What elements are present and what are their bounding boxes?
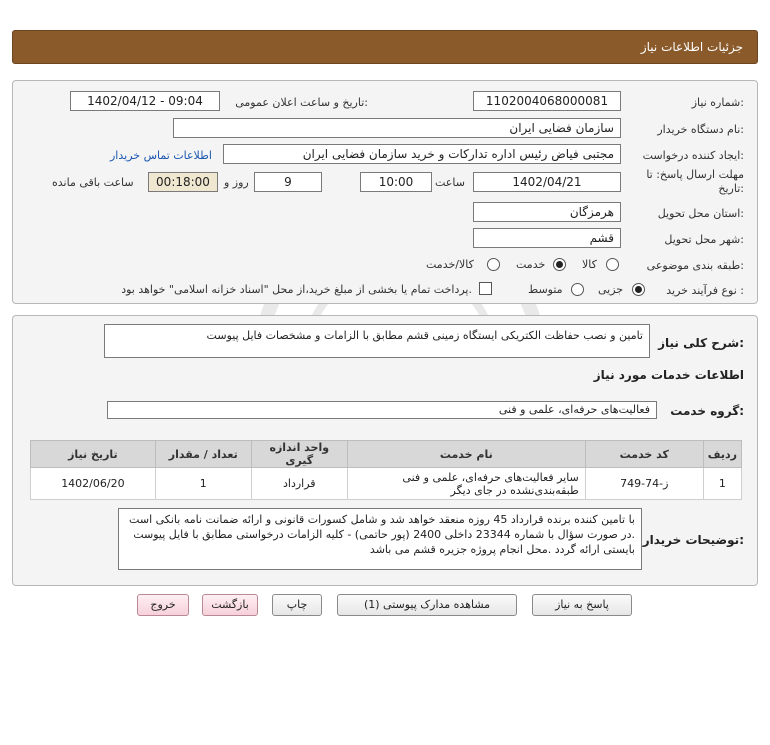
page-header-bar <box>12 30 758 64</box>
category-service-radio[interactable] <box>553 258 566 271</box>
buyer-notes-label: توضیحات خریدار: <box>642 533 744 547</box>
print-button[interactable]: چاپ <box>272 594 322 616</box>
deadline-label-line1: مهلت ارسال پاسخ: تا <box>646 168 744 181</box>
category-goods-label: کالا <box>582 258 597 271</box>
purchase-type-label: نوع فرآیند خرید : <box>666 284 744 297</box>
cell-service-name: سایر فعالیت‌های حرفه‌ای، علمی و فنی طبقه‌بندی‌نشده در جای دیگر <box>347 468 585 500</box>
service-group-field: فعالیت‌های حرفه‌ای، علمی و فنی <box>107 401 657 419</box>
services-table-header-row <box>31 441 742 468</box>
buyer-contact-link[interactable]: اطلاعات تماس خریدار <box>110 149 212 162</box>
deadline-label-line2: تاریخ: <box>718 182 744 195</box>
treasury-payment-checkbox[interactable] <box>479 282 492 295</box>
cell-row-number: 1 <box>703 468 741 500</box>
back-button[interactable]: بازگشت <box>202 594 258 616</box>
purchase-type-medium-radio[interactable] <box>571 283 584 296</box>
services-section-title: اطلاعات خدمات مورد نیاز <box>593 368 744 382</box>
purchase-type-minor-label: جزیی <box>598 283 624 296</box>
need-number-label: شماره نیاز: <box>691 96 744 109</box>
category-goods-service-radio[interactable] <box>487 258 500 271</box>
col-header-service-code: کد خدمت <box>585 441 703 468</box>
purchase-type-medium-label: متوسط <box>528 283 563 296</box>
delivery-province-label: استان محل تحویل: <box>657 207 744 220</box>
purchase-type-minor-radio[interactable] <box>632 283 645 296</box>
category-service-label: خدمت <box>516 258 546 271</box>
buyer-org-label: نام دستگاه خریدار: <box>657 123 744 136</box>
cell-service-code: ز-74-749 <box>585 468 703 500</box>
buyer-notes-box <box>118 508 642 570</box>
buyer-org-field: سازمان فضایی ایران <box>173 118 621 138</box>
table-row <box>31 468 742 500</box>
category-goods-service-label: کالا/خدمت <box>426 258 474 271</box>
summary-label: شرح کلی نیاز: <box>658 336 744 350</box>
delivery-city-field: قشم <box>473 228 621 248</box>
deadline-time-label: ساعت <box>435 176 465 189</box>
delivery-province-field: هرمزگان <box>473 202 621 222</box>
col-header-quantity: تعداد / مقدار <box>155 441 251 468</box>
category-label: طبقه بندی موضوعی: <box>646 259 744 272</box>
deadline-date-field: 1402/04/21 <box>473 172 621 192</box>
reply-button[interactable]: پاسخ به نیاز <box>532 594 632 616</box>
cell-unit: قرارداد <box>251 468 347 500</box>
requester-field: مجتبی فیاض رئیس اداره تدارکات و خرید سازمان فضایی ایران <box>223 144 621 164</box>
col-header-unit: واحد اندازه گیری <box>251 441 347 468</box>
need-number-field: 1102004068000081 <box>473 91 621 111</box>
page-title: جزئیات اطلاعات نیاز <box>640 40 743 54</box>
category-goods-radio[interactable] <box>606 258 619 271</box>
services-table <box>30 440 742 500</box>
col-header-row-number: ردیف <box>703 441 741 468</box>
summary-text: تامین و نصب حفاظت الکتریکی ایستگاه زمینی قشم مطابق با الزامات و مشخصات فایل پیوست <box>206 329 643 342</box>
announce-datetime-label: تاریخ و ساعت اعلان عمومی: <box>235 96 368 109</box>
announce-datetime-field: 1402/04/12 - 09:04 <box>70 91 220 111</box>
treasury-payment-note: پرداخت تمام یا بخشی از مبلغ خرید،از محل "اسناد خزانه اسلامی" خواهد بود. <box>121 283 472 296</box>
deadline-time-field: 10:00 <box>360 172 432 192</box>
deadline-days-field: 9 <box>254 172 322 192</box>
col-header-service-name: نام خدمت <box>347 441 585 468</box>
remaining-time-label: ساعت باقی مانده <box>52 176 134 189</box>
delivery-city-label: شهر محل تحویل: <box>664 233 744 246</box>
requester-label: ایجاد کننده درخواست: <box>642 149 744 162</box>
cell-need-date: 1402/06/20 <box>31 468 156 500</box>
buyer-notes-text: با تامین کننده برنده قرارداد 45 روزه منعقد خواهد شد و شامل کسورات قانونی و ارائه ضمانت نامه بانکی است .در صورت سؤال با شماره 23344 داخلی 2400 (پور حاتمی) - کلیه الزامات درخواستی مطابق با فایل پیوست بایستی ارائه گردد .محل انجام پروژه جزیره قشم می باشد <box>129 513 635 556</box>
remaining-time-field: 00:18:00 <box>148 172 218 192</box>
cell-quantity: 1 <box>155 468 251 500</box>
service-group-label: گروه خدمت: <box>670 404 744 418</box>
summary-box <box>104 324 650 358</box>
deadline-days-label: روز و <box>224 176 249 189</box>
exit-button[interactable]: خروج <box>137 594 189 616</box>
col-header-need-date: تاریخ نیاز <box>31 441 156 468</box>
attachments-button[interactable]: مشاهده مدارک پیوستی (1) <box>337 594 517 616</box>
